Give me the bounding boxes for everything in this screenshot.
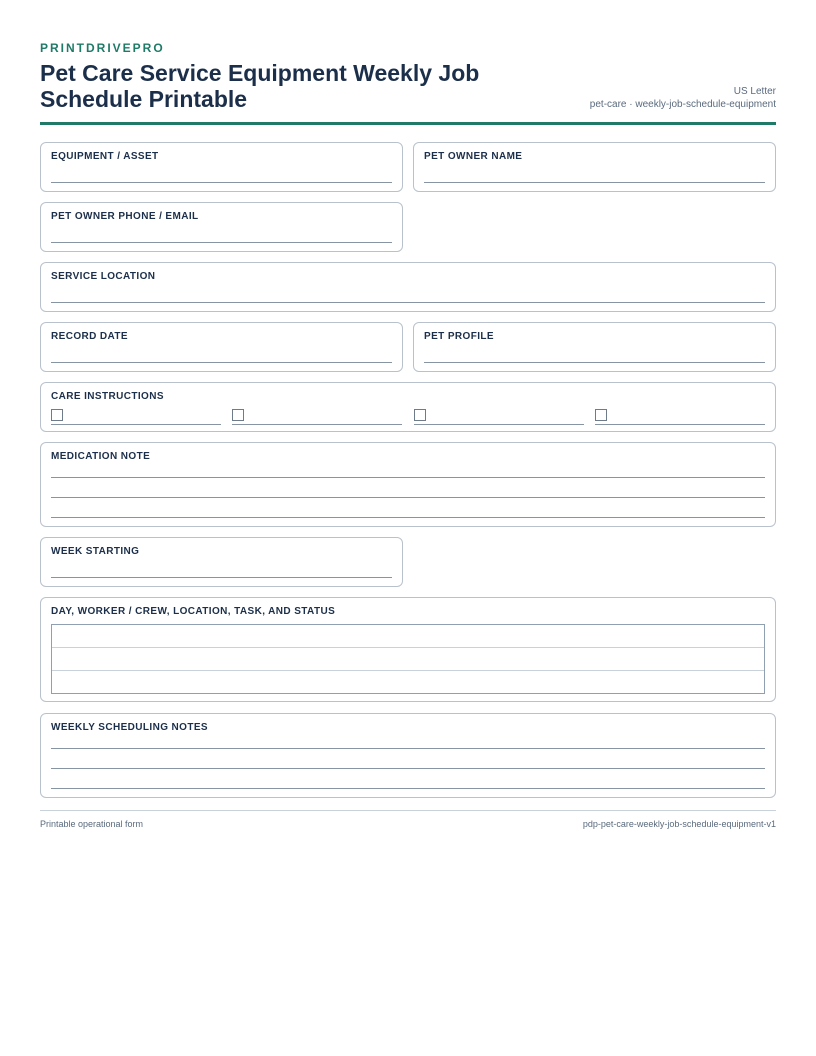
medication-note-label: MEDICATION NOTE xyxy=(51,451,151,462)
equipment-field[interactable] xyxy=(40,142,403,192)
owner-contact-label: PET OWNER PHONE / EMAIL xyxy=(51,211,199,222)
schedule-table-label: DAY, WORKER / CREW, LOCATION, TASK, AND STATUS xyxy=(51,606,336,617)
paper-size: US Letter xyxy=(733,86,776,97)
footer-left: Printable operational form xyxy=(40,819,144,829)
table-row[interactable] xyxy=(52,671,764,694)
care-option-3[interactable] xyxy=(414,409,584,425)
checkbox-icon[interactable] xyxy=(414,409,426,421)
footer-right: pdp-pet-care-weekly-job-schedule-equipment-v1 xyxy=(582,819,776,829)
owner-name-field[interactable] xyxy=(413,142,776,192)
week-starting-label: WEEK STARTING xyxy=(51,546,140,557)
brand-name: PRINTDRIVEPRO xyxy=(40,41,165,55)
checkbox-icon[interactable] xyxy=(595,409,607,421)
notes-line-1[interactable] xyxy=(51,748,765,749)
owner-contact-field[interactable] xyxy=(40,202,403,252)
schedule-table-field xyxy=(40,597,776,702)
pet-profile-label: PET PROFILE xyxy=(424,331,494,342)
table-row[interactable] xyxy=(52,625,764,648)
pet-profile-field[interactable] xyxy=(413,322,776,372)
notes-line-3[interactable] xyxy=(51,788,765,789)
medication-line-2[interactable] xyxy=(51,497,765,498)
care-option-1[interactable] xyxy=(51,409,221,425)
service-location-field[interactable] xyxy=(40,262,776,312)
record-date-field[interactable] xyxy=(40,322,403,372)
care-option-4[interactable] xyxy=(595,409,765,425)
service-location-write-line[interactable] xyxy=(51,302,765,303)
care-instructions-label: CARE INSTRUCTIONS xyxy=(51,391,164,402)
owner-name-label: PET OWNER NAME xyxy=(424,151,523,162)
record-date-write-line[interactable] xyxy=(51,362,392,363)
weekly-notes-label: WEEKLY SCHEDULING NOTES xyxy=(51,722,208,733)
care-option-2[interactable] xyxy=(232,409,402,425)
checkbox-icon[interactable] xyxy=(51,409,63,421)
footer-rule xyxy=(40,810,776,811)
owner-name-write-line[interactable] xyxy=(424,182,765,183)
page-title: Pet Care Service Equipment Weekly Job Schedule Printable xyxy=(40,60,480,112)
service-location-label: SERVICE LOCATION xyxy=(51,271,156,282)
equipment-write-line[interactable] xyxy=(51,182,392,183)
document-slug: pet-care · weekly-job-schedule-equipment xyxy=(589,99,776,110)
medication-line-1[interactable] xyxy=(51,477,765,478)
document-meta xyxy=(590,85,776,111)
pet-profile-write-line[interactable] xyxy=(424,362,765,363)
weekly-notes-field[interactable] xyxy=(40,713,776,798)
equipment-label: EQUIPMENT / ASSET xyxy=(51,151,159,162)
medication-note-field[interactable] xyxy=(40,442,776,527)
care-instructions-field xyxy=(40,382,776,432)
record-date-label: RECORD DATE xyxy=(51,331,128,342)
notes-line-2[interactable] xyxy=(51,768,765,769)
medication-line-3[interactable] xyxy=(51,517,765,518)
week-starting-write-line[interactable] xyxy=(51,577,392,578)
header-rule xyxy=(40,122,776,125)
table-row[interactable] xyxy=(52,648,764,671)
schedule-table xyxy=(51,624,765,694)
owner-contact-write-line[interactable] xyxy=(51,242,392,243)
week-starting-field[interactable] xyxy=(40,537,403,587)
checkbox-icon[interactable] xyxy=(232,409,244,421)
